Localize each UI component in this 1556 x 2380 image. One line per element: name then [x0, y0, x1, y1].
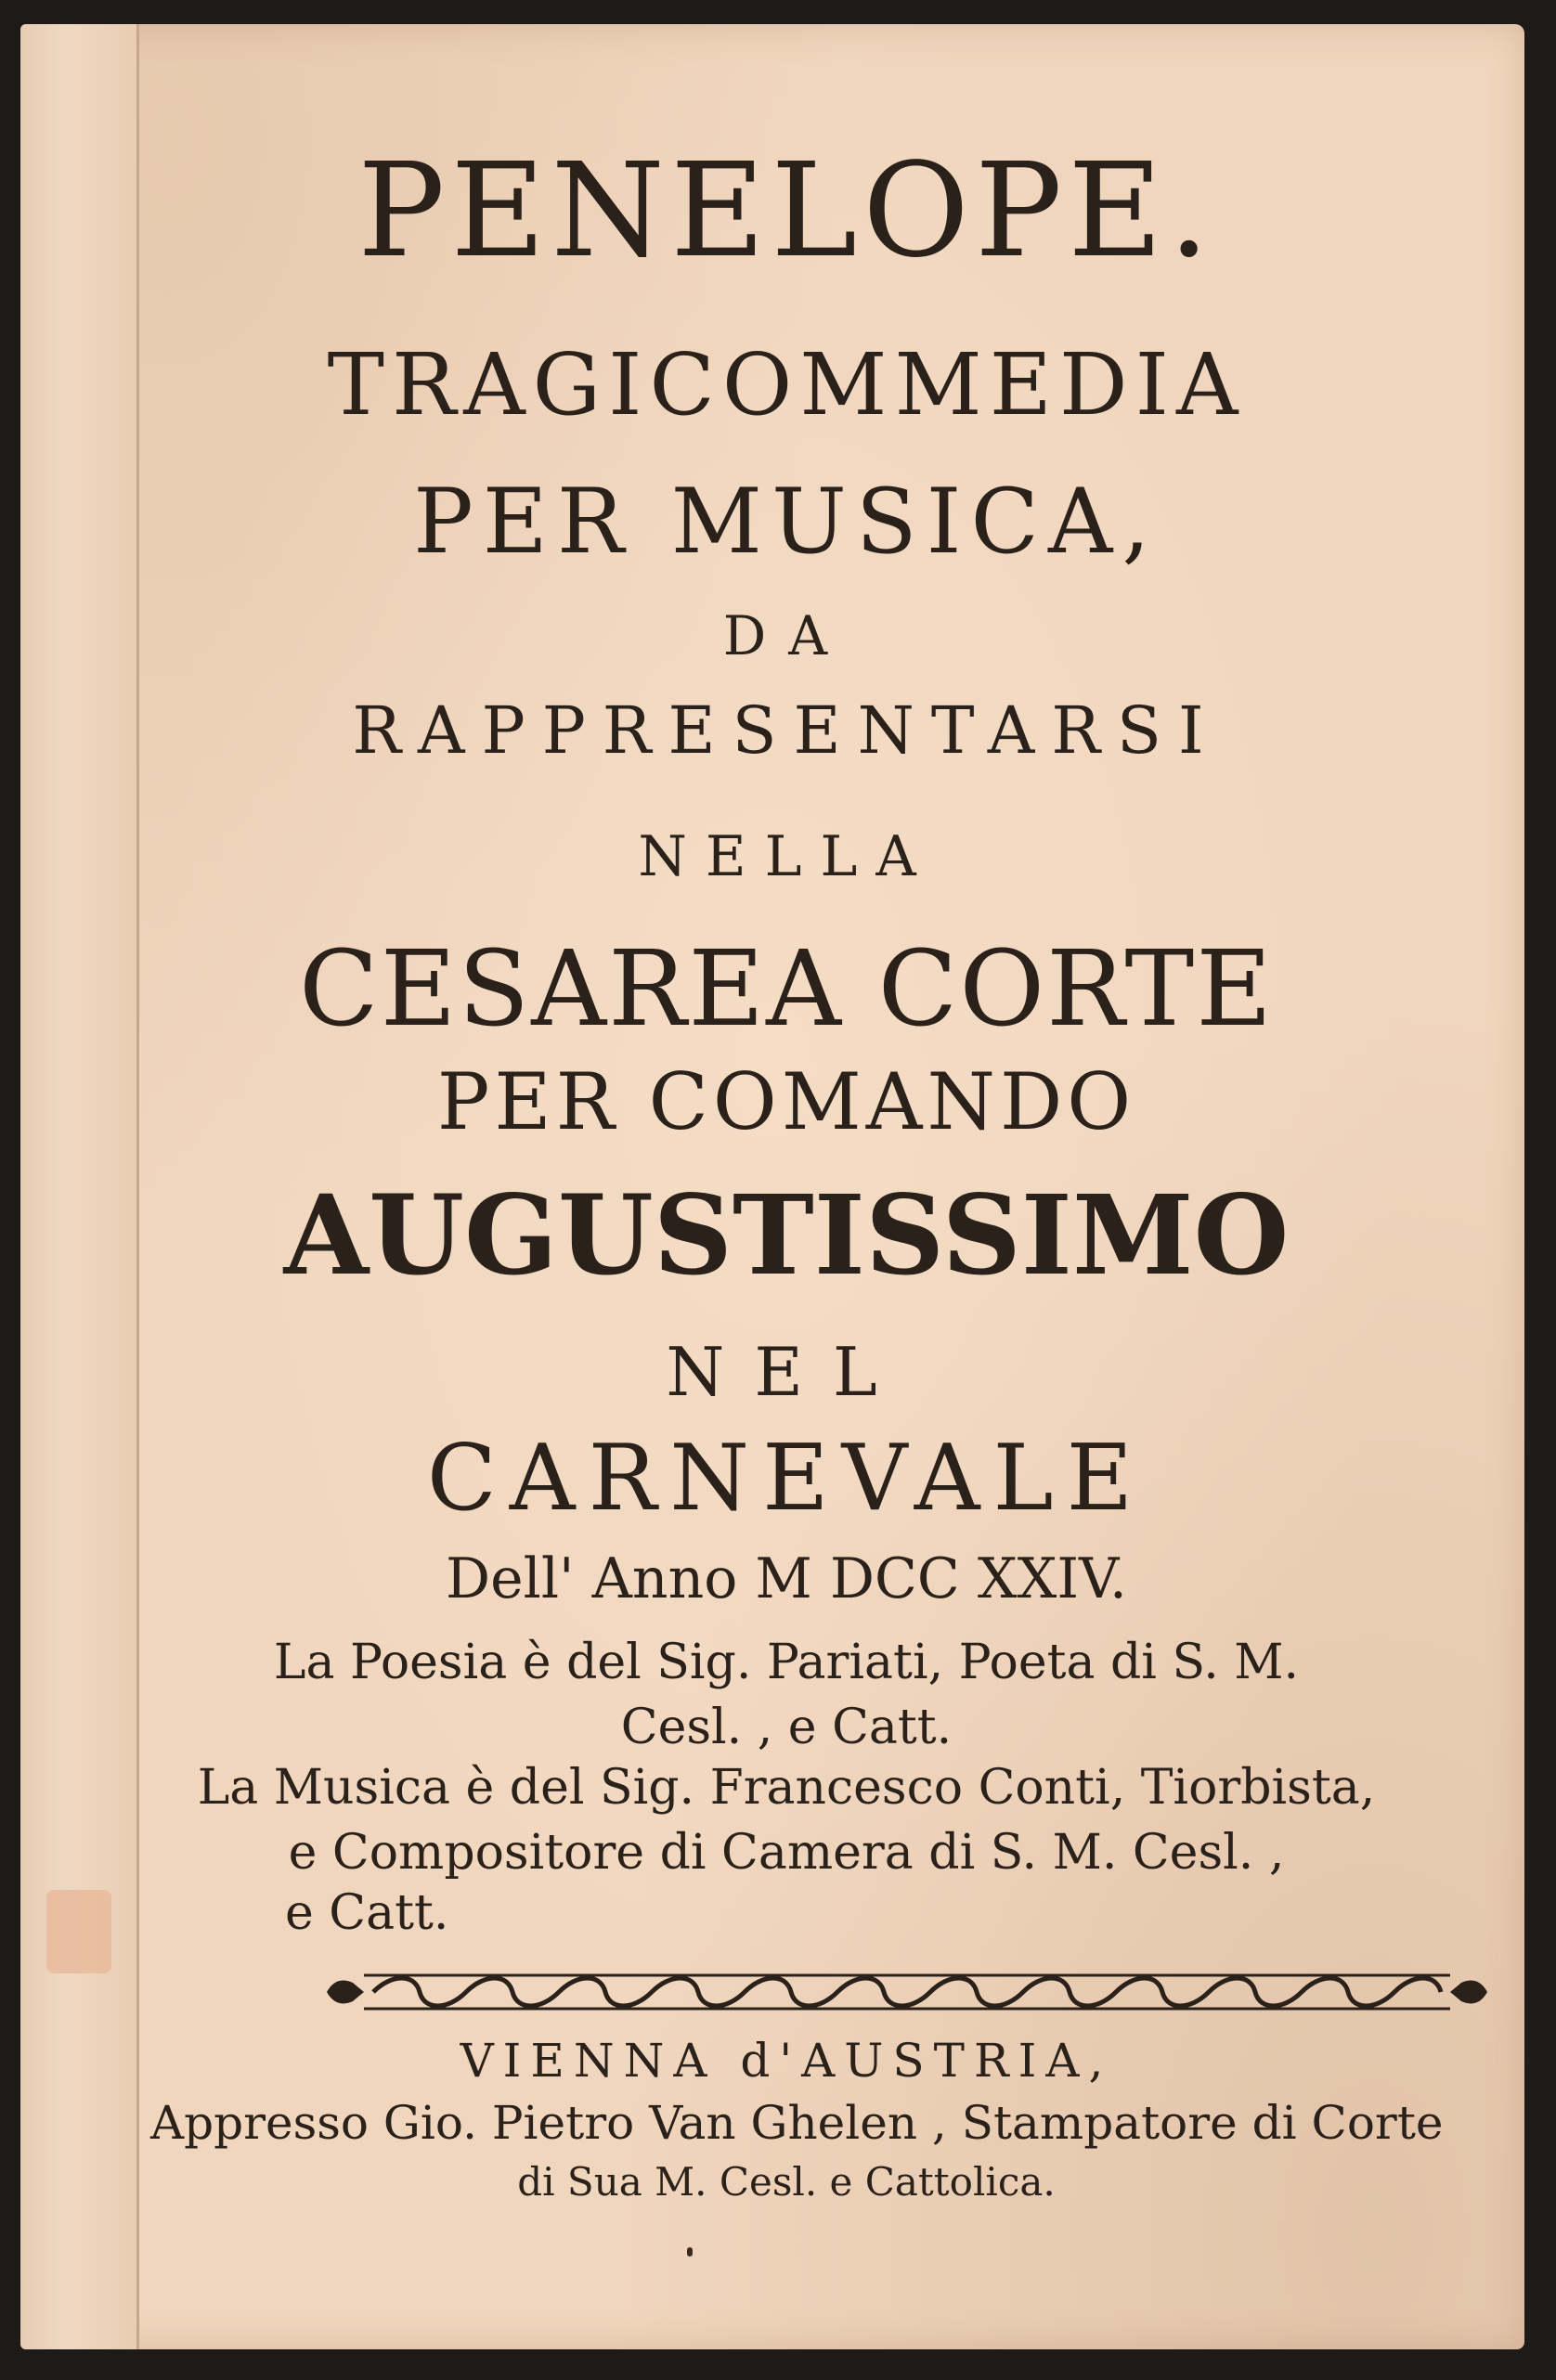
text-line-cesarea-corte: CESAREA CORTE [299, 929, 1274, 1050]
opera-title: PENELOPE. [357, 136, 1215, 287]
book-spine [20, 24, 139, 2349]
genre-line: TRAGICOMMEDIA [327, 335, 1246, 434]
ink-mark [687, 2247, 693, 2257]
imprint-tail: di Sua M. Cesl. e Cattolica. [517, 2159, 1056, 2205]
date-line: Dell' Anno M DCC XXIV. [446, 1546, 1127, 1611]
imprint-city: VIENNA d'AUSTRIA, [460, 2034, 1113, 2088]
text-line-da: DA [722, 604, 850, 667]
title-page [20, 24, 1524, 2349]
decorative-border-ornament [327, 1964, 1487, 2020]
text-line-nel: NEL [666, 1333, 907, 1411]
title-page-text [150, 24, 1444, 2349]
music-credit-end: e Catt. [285, 1885, 449, 1941]
text-line-nella: NELLA [638, 824, 935, 889]
poetry-credit-cont: Cesl. , e Catt. [620, 1700, 953, 1755]
music-credit-cont: e Compositore di Camera di S. M. Cesl. , [288, 1825, 1285, 1881]
text-line-per-comando: PER COMANDO [436, 1056, 1136, 1147]
imprint-printer: Appresso Gio. Pietro Van Ghelen , Stampatore di Corte [150, 2096, 1444, 2150]
text-line-carnevale: CARNEVALE [426, 1426, 1147, 1532]
spine-stain [46, 1890, 111, 1973]
music-credit: La Musica è del Sig. Francesco Conti, Tiorbista, [197, 1760, 1376, 1816]
text-line-augustissimo: AUGUSTISSIMO [283, 1171, 1290, 1300]
poetry-credit: La Poesia è del Sig. Pariati, Poeta di S. M. [273, 1635, 1300, 1690]
genre-line-2: PER MUSICA, [413, 470, 1160, 574]
text-line-rappresentarsi: RAPPRESENTARSI [352, 692, 1221, 769]
